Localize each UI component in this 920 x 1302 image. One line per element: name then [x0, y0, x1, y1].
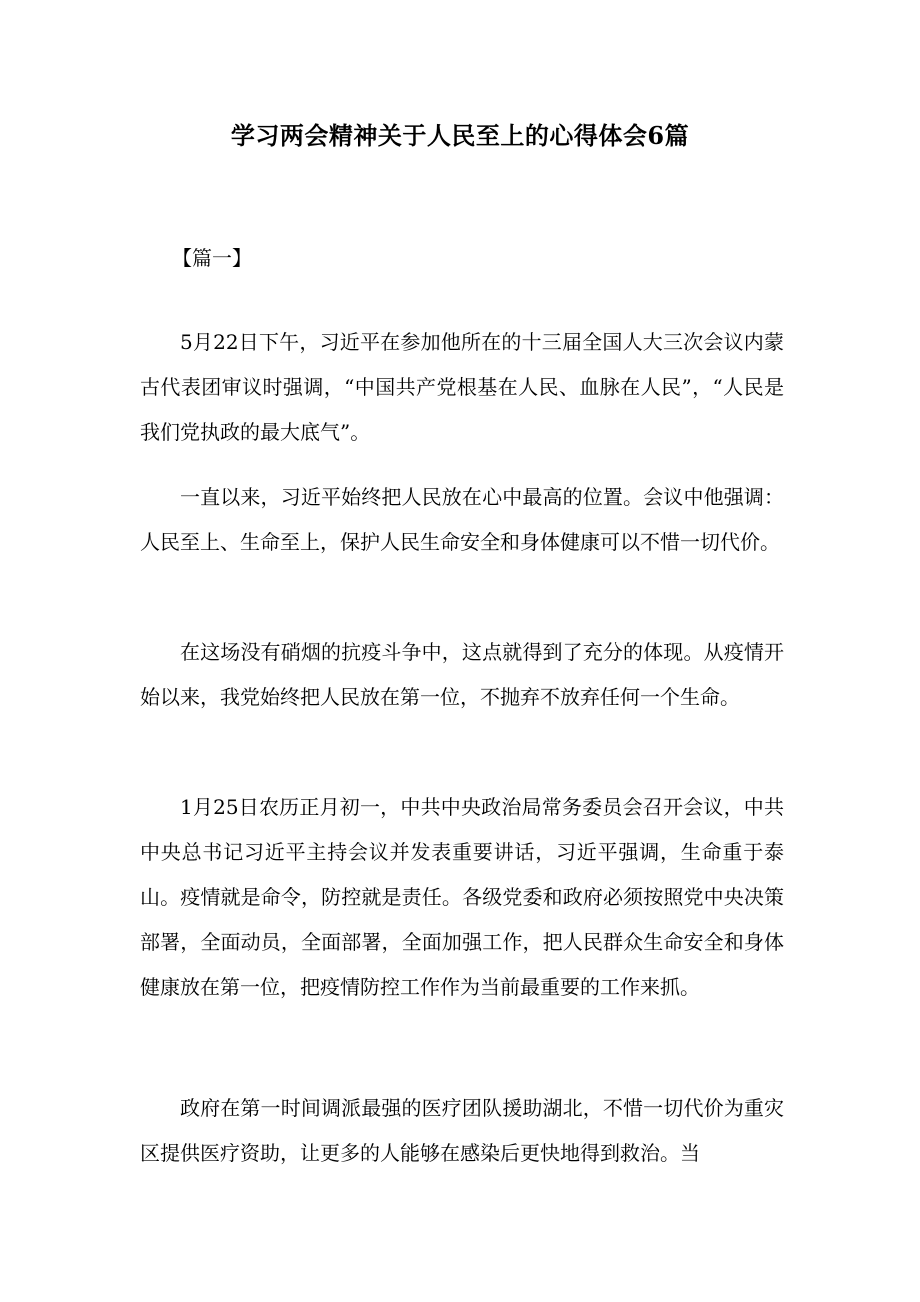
section-heading: 【篇一】	[172, 246, 252, 270]
paragraph-1: 5月22日下午，习近平在参加他所在的十三届全国人大三次会议内蒙古代表团审议时强调，“中国共产党根基在人民、血脉在人民”，“人民是我们党执政的最大底气”。	[140, 330, 784, 444]
document-title: 学习两会精神关于人民至上的心得体会6篇	[230, 121, 690, 150]
paragraph-3: 在这场没有硝烟的抗疫斗争中，这点就得到了充分的体现。从疫情开始以来，我党始终把人民放在第一位，不抛弃不放弃任何一个生命。	[140, 640, 784, 709]
paragraph-2: 一直以来，习近平始终把人民放在心中最高的位置。会议中他强调：人民至上、生命至上，保护人民生命安全和身体健康可以不惜一切代价。	[140, 485, 784, 554]
paragraph-5: 政府在第一时间调派最强的医疗团队援助湖北，不惜一切代价为重灾区提供医疗资助，让更多的人能够在感染后更快地得到救治。当	[140, 1096, 784, 1165]
paragraph-4: 1月25日农历正月初一，中共中央政治局常务委员会召开会议，中共中央总书记习近平主持会议并发表重要讲话，习近平强调，生命重于泰山。疫情就是命令，防控就是责任。各级党委和政府必须按照党中央决策部署，全面动员，全面部署，全面加强工作，把人民群众生命安全和身体健康放在第一位，把疫情防控工作作为当前最重要的工作来抓。	[140, 795, 784, 999]
